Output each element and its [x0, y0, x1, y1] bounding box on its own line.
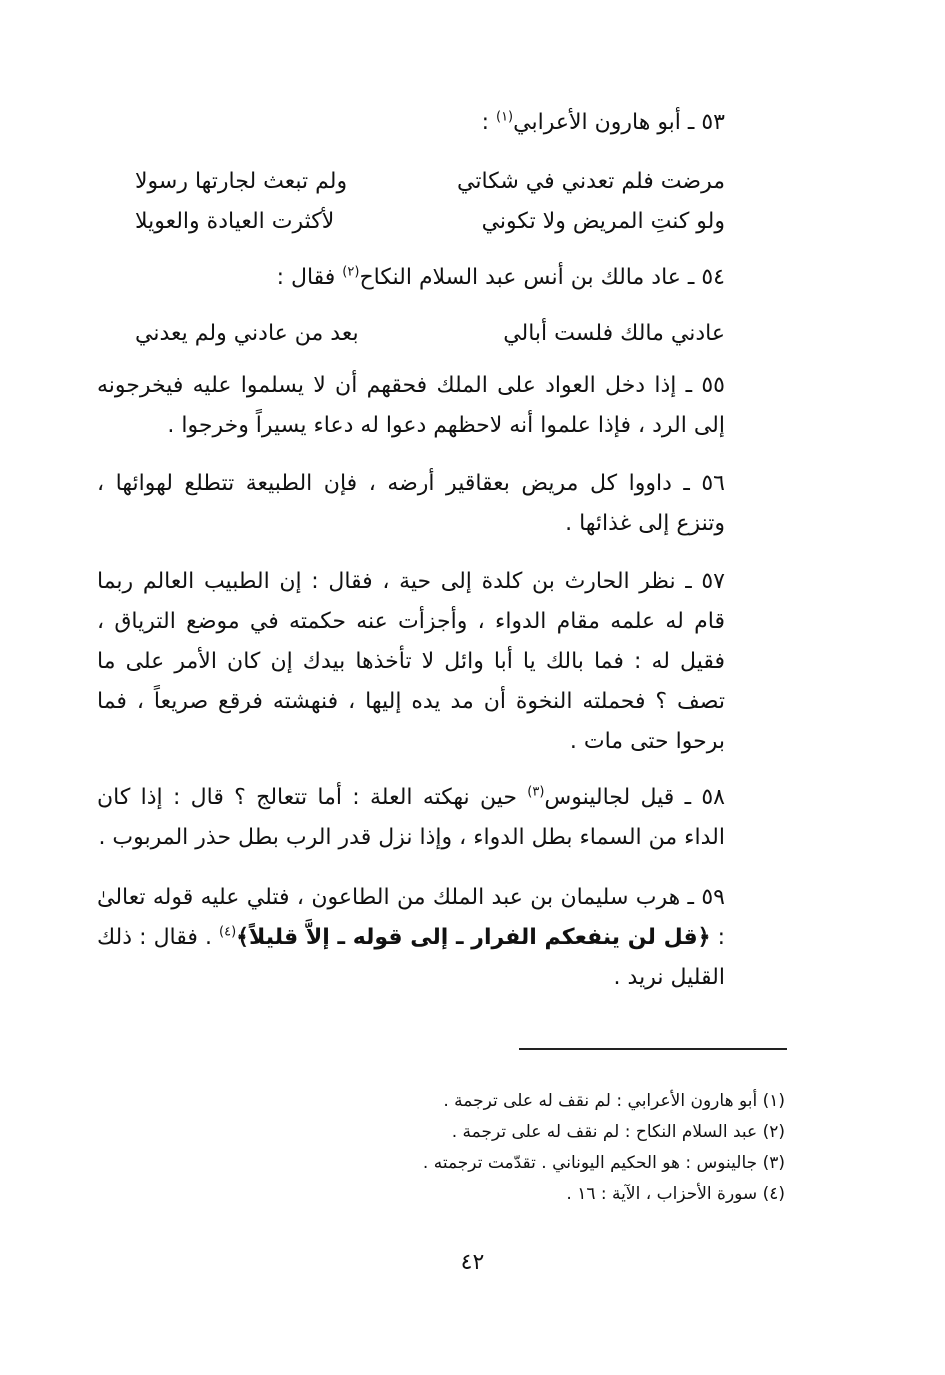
verse-54-first-hemistich: عادني مالك فلست أبالي	[503, 321, 725, 346]
footnote-1: (١) أبو هارون الأعرابي : لم نقف له على ترجمة .	[443, 1091, 785, 1111]
entry-58-tail: حين نهكته العلة : أما تتعالج ؟ قال : إذا كان الداء من السماء بطل الدواء ، وإذا نزل قدر الرب بطل حذر المربوب .	[97, 785, 725, 850]
verse-53-line-1-first-hemistich: مرضت فلم تعدني في شكاتي	[457, 169, 725, 194]
page-number: ٤٢	[460, 1250, 485, 1275]
entry-58-lead: ٥٨ ـ قيل لجالينوس	[544, 785, 725, 810]
footnote-ref-4[interactable]: (٤)	[219, 924, 237, 940]
footnote-ref-1[interactable]: (١)	[495, 109, 514, 125]
footnote-ref-2[interactable]: (٢)	[342, 264, 360, 280]
entry-55: ٥٥ ـ إذا دخل العواد على الملك فحقهم أن لا يسلموا عليه فيخرجونه إلى الرد ، فإذا علموا أنه لاحظهم دعوا له دعاء يسيراً وخرجوا .	[97, 373, 725, 438]
entry-54-tail: فقال :	[276, 265, 343, 290]
verse-53-line-2-second-hemistich: لأكثرت العيادة والعويلا	[135, 209, 335, 234]
entry-56: ٥٦ ـ داووا كل مريض بعقاقير أرضه ، فإن الطبيعة تتطلع لهوائها ، وتنزع إلى غذائها .	[97, 471, 725, 536]
footnote-divider	[519, 1048, 787, 1050]
entry-54-heading	[277, 258, 725, 298]
entry-53-tail: :	[481, 110, 496, 135]
entry-59-lead: ٥٩ ـ هرب سليمان بن عبد الملك من الطاعون ، فتلي عليه قوله تعالىٰ :	[97, 885, 725, 950]
quran-quote: ﴿قل لن ينفعكم الفرار ـ إلى قوله ـ إلاَّ قليلاً﴾	[236, 925, 711, 950]
entry-53-heading	[482, 103, 725, 143]
entry-59-tail: . فقال : ذلك القليل نريد .	[97, 925, 725, 990]
footnote-2: (٢) عبد السلام النكاح : لم نقف له على ترجمة .	[451, 1122, 785, 1142]
entry-54-lead: ٥٤ ـ عاد مالك بن أنس عبد السلام النكاح	[359, 265, 725, 290]
verse-53-line-1-second-hemistich: ولم تبعث لجارتها رسولا	[135, 169, 348, 194]
verse-53-line-2-first-hemistich: ولو كنتِ المريض ولا تكوني	[481, 209, 725, 234]
footnotes	[157, 1086, 785, 1210]
entry-57: ٥٧ ـ نظر الحارث بن كلدة إلى حية ، فقال : إن الطبيب العالم ربما قام له علمه مقام الدواء ، وأجزأت عنه حكمته في موضع الترياق ، فقيل له : فما بالك يا أبا وائل لا تأخذها بيدك إن كان الأمر على ما تصف ؟ فحملته النخوة أن مد يده إليها ، فنهشته فرقع صريعاً ، فما برحوا حتى مات .	[97, 569, 725, 754]
verse-54-second-hemistich: بعد من عادني ولم يعدني	[135, 321, 359, 346]
entry-59	[97, 878, 785, 998]
entry-58	[97, 778, 785, 858]
entry-53-lead: ٥٣ ـ أبو هارون الأعرابي	[513, 110, 725, 135]
footnote-ref-3[interactable]: (٣)	[527, 784, 545, 800]
footnote-4: (٤) سورة الأحزاب ، الآية : ١٦ .	[566, 1184, 785, 1204]
footnote-3: (٣) جالينوس : هو الحكيم اليوناني . تقدّمت ترجمته .	[422, 1153, 785, 1173]
